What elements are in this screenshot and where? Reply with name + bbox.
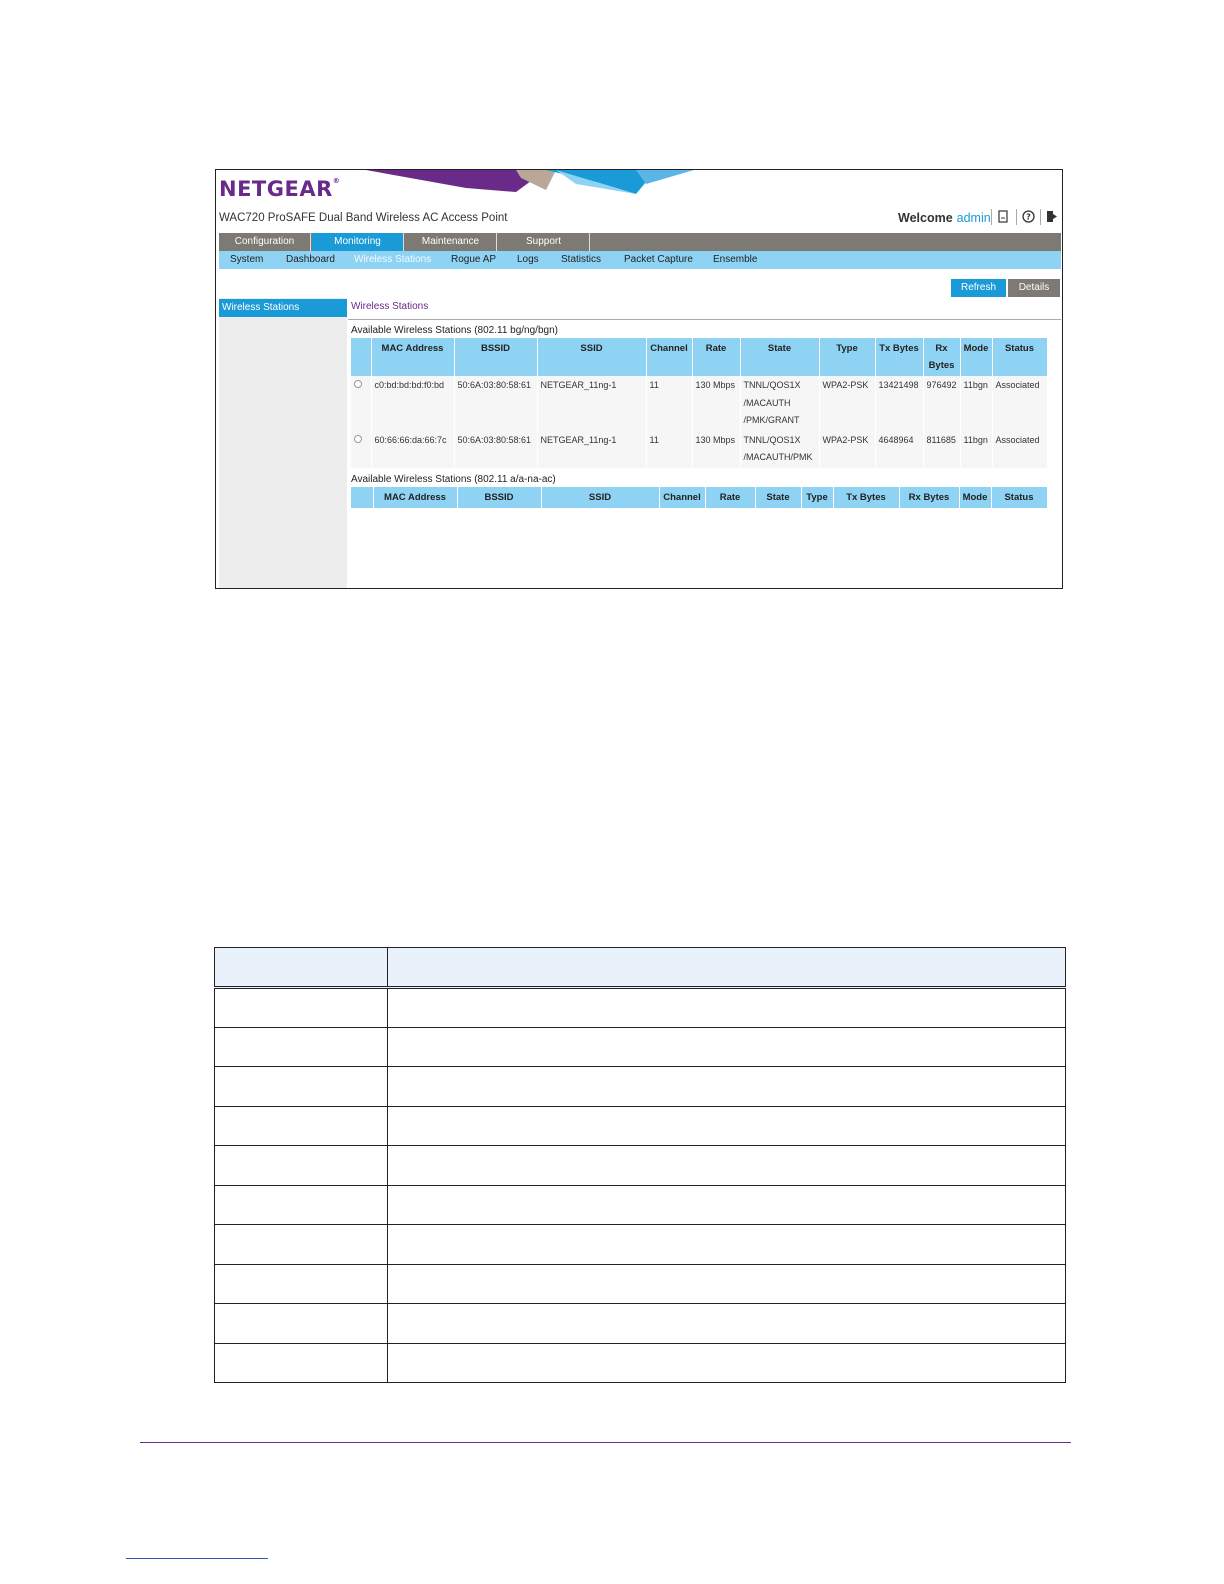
doc-table-cell (215, 988, 388, 1028)
doc-table-cell (388, 1106, 1066, 1146)
doc-table-cell (388, 1304, 1066, 1344)
cell-mode: 11bgn (960, 376, 992, 431)
logout-icon[interactable] (1045, 210, 1059, 224)
doc-table-cell (388, 988, 1066, 1028)
details-button[interactable]: Details (1008, 279, 1060, 297)
subnav-packet-capture[interactable]: Packet Capture (624, 254, 693, 265)
document-table (214, 947, 1066, 1383)
doc-table-cell (215, 1027, 388, 1067)
cell-ssid: NETGEAR_11ng-1 (537, 431, 646, 468)
document-icon[interactable] (996, 210, 1010, 224)
col-header-channel: Channel (646, 338, 692, 376)
doc-table-cell (215, 1185, 388, 1225)
row-select-cell (351, 376, 371, 431)
main-tabs (219, 233, 1061, 251)
col-header-status: Status (992, 338, 1047, 376)
cell-bssid: 50:6A:03:80:58:61 (454, 376, 537, 431)
tab-support[interactable]: Support (498, 233, 590, 251)
ui-screenshot (215, 169, 1063, 589)
cell-status: Associated (992, 376, 1047, 431)
doc-table-cell (215, 1225, 388, 1265)
col-header-mac: MAC Address (371, 338, 454, 376)
col-header-status: Status (991, 487, 1047, 508)
col-header-ssid: SSID (541, 487, 659, 508)
cell-state: TNNL/QOS1X /MACAUTH/PMK (740, 431, 819, 468)
cell-rate: 130 Mbps (692, 376, 740, 431)
doc-table-row (215, 1264, 1066, 1304)
subnav-dashboard[interactable]: Dashboard (286, 254, 335, 265)
doc-table-cell (215, 1264, 388, 1304)
doc-table-cell (215, 1304, 388, 1344)
col-header-state: State (755, 487, 801, 508)
col-header-rx-bytes: Rx Bytes (923, 338, 960, 376)
doc-table-row (215, 1225, 1066, 1265)
table-row[interactable] (351, 376, 1047, 431)
tab-configuration[interactable]: Configuration (219, 233, 311, 251)
tab-monitoring[interactable]: Monitoring (312, 233, 404, 251)
device-title: WAC720 ProSAFE Dual Band Wireless AC Access Point (219, 212, 508, 224)
doc-table-cell (388, 1146, 1066, 1186)
cell-rate: 130 Mbps (692, 431, 740, 468)
refresh-button[interactable]: Refresh (951, 279, 1006, 297)
header-banner (216, 170, 1061, 236)
doc-table-cell (388, 1343, 1066, 1383)
col-header-bssid: BSSID (454, 338, 537, 376)
doc-table-header-cell (215, 948, 388, 988)
row-select-radio[interactable] (354, 435, 362, 443)
section-title: Wireless Stations (351, 301, 429, 312)
col-header-bssid: BSSID (457, 487, 541, 508)
doc-table-cell (388, 1067, 1066, 1107)
doc-table-cell (215, 1146, 388, 1186)
cell-tx-bytes: 4648964 (875, 431, 923, 468)
col-header-mode: Mode (960, 338, 992, 376)
help-icon[interactable] (1021, 210, 1035, 224)
doc-table-cell (388, 1225, 1066, 1265)
col-header-rate: Rate (705, 487, 755, 508)
doc-table-row (215, 1304, 1066, 1344)
footer-divider (140, 1442, 1071, 1443)
cell-rx-bytes: 976492 (923, 376, 960, 431)
col-header-rate: Rate (692, 338, 740, 376)
doc-table-cell (388, 1185, 1066, 1225)
sidebar-item-wireless-stations[interactable]: Wireless Stations (219, 299, 347, 317)
subnav-wireless-stations[interactable]: Wireless Stations (354, 254, 432, 265)
stations-table-ac (351, 487, 1048, 508)
col-header-mac: MAC Address (373, 487, 457, 508)
doc-table-cell (388, 1264, 1066, 1304)
subnav-statistics[interactable]: Statistics (561, 254, 602, 265)
doc-table-cell (215, 1343, 388, 1383)
doc-table-row (215, 1067, 1066, 1107)
col-header-mode: Mode (959, 487, 991, 508)
cell-status: Associated (992, 431, 1047, 468)
header-separator (1016, 209, 1017, 225)
doc-table-header-cell (388, 948, 1066, 988)
col-header-select (351, 487, 373, 508)
cell-rx-bytes: 811685 (923, 431, 960, 468)
cell-type: WPA2-PSK (819, 376, 875, 431)
doc-table-row (215, 1146, 1066, 1186)
cell-channel: 11 (646, 431, 692, 468)
tab-maintenance[interactable]: Maintenance (405, 233, 497, 251)
footer-link-underline (126, 1558, 268, 1559)
cell-mac: c0:bd:bd:bd:f0:bd (371, 376, 454, 431)
subnav-rogue-ap[interactable]: Rogue AP (451, 254, 497, 265)
col-header-channel: Channel (659, 487, 705, 508)
subnav-ensemble[interactable]: Ensemble (713, 254, 758, 265)
col-header-ssid: SSID (537, 338, 646, 376)
banner-shape-skyblue (636, 170, 694, 184)
cell-mode: 11bgn (960, 431, 992, 468)
section-divider (348, 319, 1061, 320)
col-header-type: Type (801, 487, 833, 508)
welcome-text: Welcome admin (898, 211, 991, 225)
doc-table-header-row (215, 948, 1066, 988)
cell-bssid: 50:6A:03:80:58:61 (454, 431, 537, 468)
netgear-logo: NETGEAR® (219, 177, 341, 201)
col-header-rx-bytes: Rx Bytes (899, 487, 959, 508)
cell-ssid: NETGEAR_11ng-1 (537, 376, 646, 431)
cell-tx-bytes: 13421498 (875, 376, 923, 431)
table-header-row (351, 338, 1047, 376)
cell-channel: 11 (646, 376, 692, 431)
doc-table-row (215, 1343, 1066, 1383)
header-separator (991, 209, 992, 225)
row-select-cell (351, 431, 371, 468)
header-separator (1040, 209, 1041, 225)
svg-text:?: ? (1025, 212, 1031, 222)
col-header-tx-bytes: Tx Bytes (875, 338, 923, 376)
col-header-select (351, 338, 371, 376)
cell-state: TNNL/QOS1X /MACAUTH /PMK/GRANT (740, 376, 819, 431)
doc-table-row (215, 1106, 1066, 1146)
subnav-system[interactable]: System (230, 254, 264, 265)
cell-mac: 60:66:66:da:66:7c (371, 431, 454, 468)
doc-table-cell (215, 1067, 388, 1107)
col-header-tx-bytes: Tx Bytes (833, 487, 899, 508)
doc-table-row (215, 988, 1066, 1028)
row-select-radio[interactable] (354, 380, 362, 388)
doc-table-cell (388, 1027, 1066, 1067)
cell-type: WPA2-PSK (819, 431, 875, 468)
table-caption-ac: Available Wireless Stations (802.11 a/a-na-ac) (351, 474, 556, 485)
table-caption-bgn: Available Wireless Stations (802.11 bg/ng/bgn) (351, 325, 558, 336)
col-header-type: Type (819, 338, 875, 376)
table-header-row (351, 487, 1047, 508)
subnav-logs[interactable]: Logs (517, 254, 539, 265)
col-header-state: State (740, 338, 819, 376)
doc-table-row (215, 1027, 1066, 1067)
stations-table-bgn (351, 338, 1048, 468)
doc-table-row (215, 1185, 1066, 1225)
sidebar (219, 298, 347, 589)
sub-navigation (219, 251, 1061, 269)
doc-table-cell (215, 1106, 388, 1146)
user-name: admin (956, 211, 991, 225)
table-row[interactable] (351, 431, 1047, 468)
